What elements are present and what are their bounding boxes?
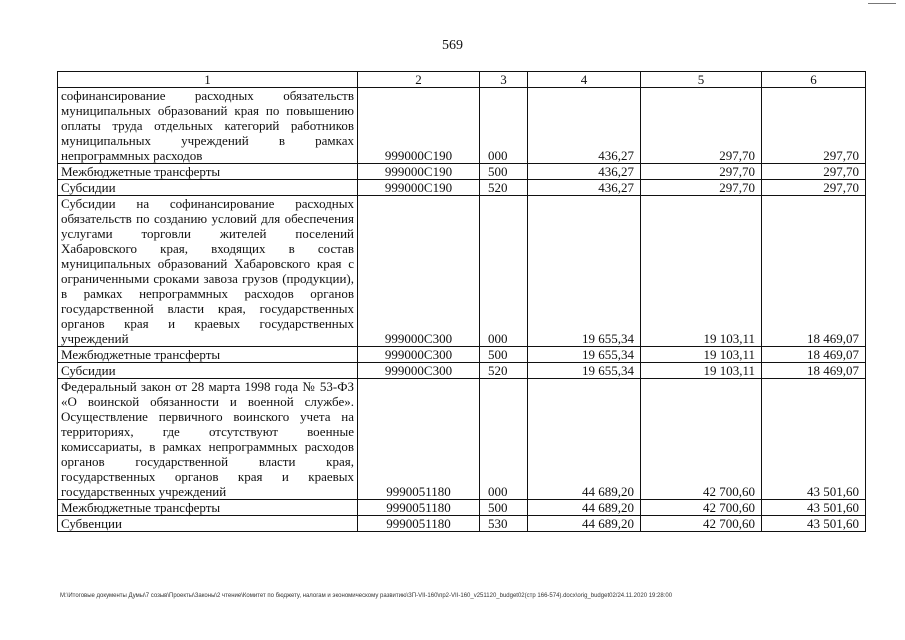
row-value-col6: 43 501,60 <box>762 379 866 500</box>
row-vr: 500 <box>480 164 528 180</box>
row-vr: 520 <box>480 180 528 196</box>
row-value-col5: 42 700,60 <box>641 500 762 516</box>
row-value-col6: 18 469,07 <box>762 363 866 379</box>
row-value-col5: 297,70 <box>641 88 762 164</box>
row-name: Субсидии на софинансирование расходных обязательств по созданию условий для обеспечения услугами торговли жителей поселений Хабаровского края, входящих в состав муниципальных образований Хабаровского края с ограниченными сроками завоза грузов (продукции), в рамках непрограммных расходов органов государственной власти края, государственных органов края и краевых государственных учреждений <box>58 196 358 347</box>
row-value-col6: 18 469,07 <box>762 196 866 347</box>
row-name: Межбюджетные трансферты <box>58 347 358 363</box>
row-value-col6: 43 501,60 <box>762 516 866 532</box>
budget-table <box>57 71 866 532</box>
row-vr: 500 <box>480 500 528 516</box>
row-vr: 530 <box>480 516 528 532</box>
table-row <box>58 196 866 347</box>
row-vr: 500 <box>480 347 528 363</box>
row-vr: 520 <box>480 363 528 379</box>
row-value-col6: 43 501,60 <box>762 500 866 516</box>
row-name: Межбюджетные трансферты <box>58 500 358 516</box>
table-row <box>58 180 866 196</box>
row-code: 9990051180 <box>358 500 480 516</box>
table-row <box>58 88 866 164</box>
column-header: 6 <box>762 72 866 88</box>
row-value-col4: 19 655,34 <box>528 347 641 363</box>
row-value-col5: 42 700,60 <box>641 516 762 532</box>
row-value-col6: 297,70 <box>762 88 866 164</box>
row-value-col4: 19 655,34 <box>528 363 641 379</box>
row-value-col5: 19 103,11 <box>641 196 762 347</box>
table-row <box>58 500 866 516</box>
column-header: 1 <box>58 72 358 88</box>
row-value-col4: 436,27 <box>528 180 641 196</box>
row-value-col5: 297,70 <box>641 180 762 196</box>
page-number: 569 <box>442 38 463 53</box>
row-name: Федеральный закон от 28 марта 1998 года № 53-ФЗ «О воинской обязанности и военной службе». Осуществление первичного воинского учета на территориях, где отсутствуют военные комиссариаты, в рамках непрограммных расходов органов государственной власти края, государственных органов края и краевых государственных учреждений <box>58 379 358 500</box>
row-value-col4: 44 689,20 <box>528 379 641 500</box>
row-code: 9990051180 <box>358 516 480 532</box>
row-code: 9990051180 <box>358 379 480 500</box>
row-value-col6: 297,70 <box>762 164 866 180</box>
table-row <box>58 347 866 363</box>
row-code: 999000С190 <box>358 88 480 164</box>
column-header: 3 <box>480 72 528 88</box>
row-code: 999000С190 <box>358 180 480 196</box>
row-vr: 000 <box>480 88 528 164</box>
row-value-col5: 42 700,60 <box>641 379 762 500</box>
row-value-col4: 436,27 <box>528 164 641 180</box>
column-header: 2 <box>358 72 480 88</box>
column-header: 5 <box>641 72 762 88</box>
row-name: Субсидии <box>58 180 358 196</box>
table-row <box>58 516 866 532</box>
row-value-col4: 436,27 <box>528 88 641 164</box>
footer-file-path: M:\Итоговые документы Думы\7 созыв\Проекты\Законы\2 чтение\Комитет по бюджету, налогам и экономическому развитию\ЗП-VII-160\пр2-VII-160_v251120_budget02(стр 166-574).docx\orig_budget02/24.11.2020 19:28:00 <box>60 593 673 599</box>
table-row <box>58 164 866 180</box>
row-value-col4: 44 689,20 <box>528 500 641 516</box>
table-header-row <box>58 72 866 88</box>
row-value-col6: 18 469,07 <box>762 347 866 363</box>
row-name: софинансирование расходных обязательств муниципальных образований края по повышению оплаты труда отдельных категорий работников муниципальных учреждений в рамках непрограммных расходов <box>58 88 358 164</box>
row-vr: 000 <box>480 196 528 347</box>
row-code: 999000С300 <box>358 196 480 347</box>
table-row <box>58 363 866 379</box>
row-value-col5: 297,70 <box>641 164 762 180</box>
column-header: 4 <box>528 72 641 88</box>
row-value-col6: 297,70 <box>762 180 866 196</box>
row-value-col5: 19 103,11 <box>641 347 762 363</box>
table-row <box>58 379 866 500</box>
row-name: Межбюджетные трансферты <box>58 164 358 180</box>
scan-edge-mark <box>868 3 896 4</box>
row-value-col4: 19 655,34 <box>528 196 641 347</box>
row-value-col4: 44 689,20 <box>528 516 641 532</box>
row-value-col5: 19 103,11 <box>641 363 762 379</box>
row-code: 999000С300 <box>358 347 480 363</box>
row-code: 999000С300 <box>358 363 480 379</box>
row-vr: 000 <box>480 379 528 500</box>
row-name: Субсидии <box>58 363 358 379</box>
row-code: 999000С190 <box>358 164 480 180</box>
row-name: Субвенции <box>58 516 358 532</box>
